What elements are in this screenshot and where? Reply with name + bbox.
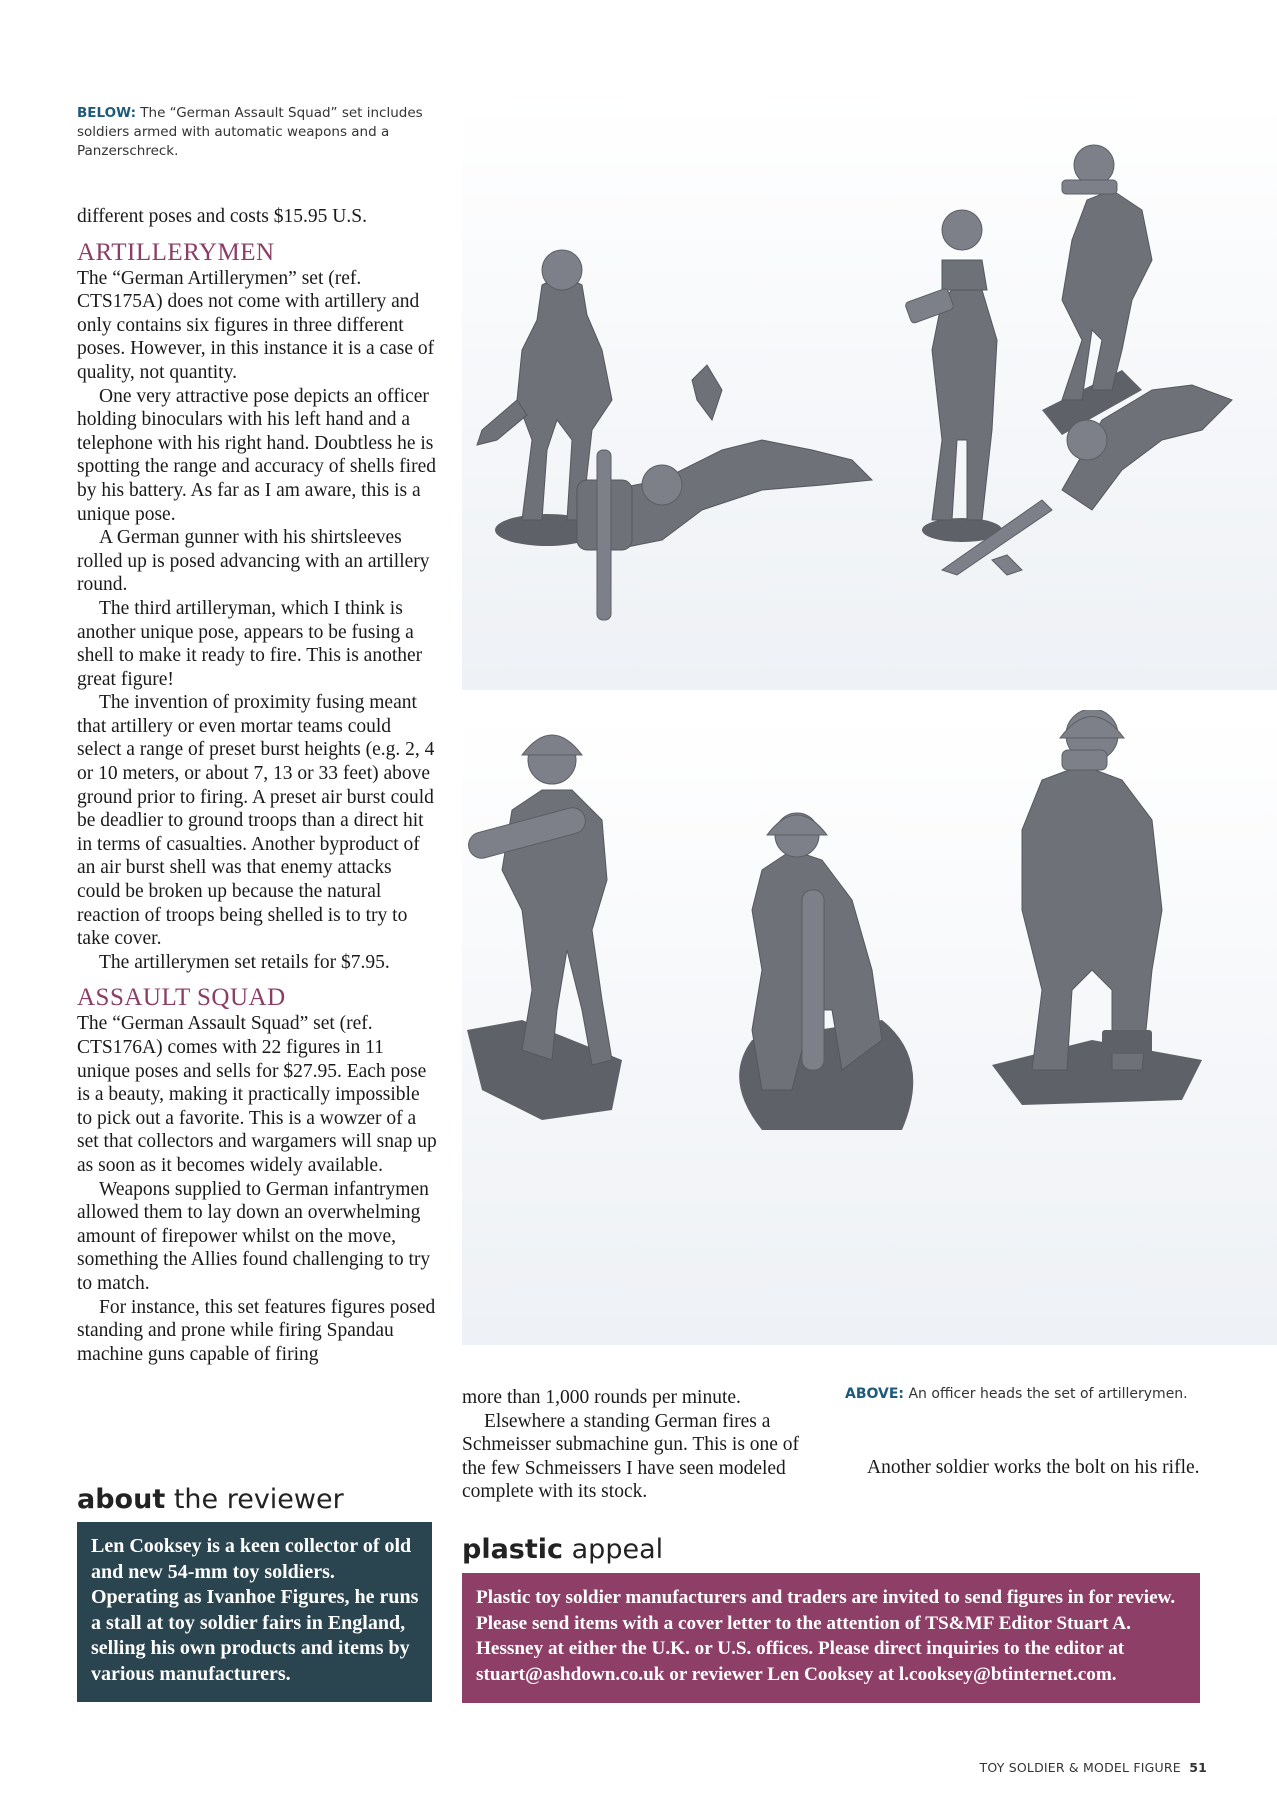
caption-label: ABOVE: xyxy=(845,1386,905,1402)
body-paragraph: The “German Assault Squad” set (ref. CTS176A) comes with 22 figures in 11 unique poses and sells for $27.95. Each pose is a beauty, making it practically impossible to pick out a favorite. This is a wowzer of a set that collectors and wargamers will snap up as soon as it becomes widely available. xyxy=(77,1013,437,1176)
magazine-name: TOY SOLDIER & MODEL FIGURE xyxy=(979,1760,1181,1775)
artilleryman-figure-officer xyxy=(992,710,1202,1105)
heading-rest: appeal xyxy=(563,1534,664,1565)
artillerymen-figures-image xyxy=(462,710,1277,1345)
artillerymen-heading: ARTILLERYMEN xyxy=(77,238,275,266)
soldier-figure-schmeisser xyxy=(1042,145,1152,435)
caption-text: The “German Assault Squad” set includes soldiers armed with automatic weapons and a Panzerschreck. xyxy=(77,105,423,159)
body-paragraph: For instance, this set features figures posed standing and prone while firing Spandau machine guns capable of firing xyxy=(77,1296,436,1365)
body-paragraph: The artillerymen set retails for $7.95. xyxy=(99,951,390,973)
body-paragraph: Elsewhere a standing German fires a Schmeisser submachine gun. This is one of the few Schmeissers I have seen modeled complete with its stock. xyxy=(462,1410,800,1503)
heading-bold: about xyxy=(77,1484,166,1515)
artilleryman-figure-fusing xyxy=(739,813,913,1130)
page-number: 51 xyxy=(1189,1760,1207,1775)
assault-squad-figures-image xyxy=(462,100,1277,690)
soldier-figure-standing-mg xyxy=(905,210,1002,542)
top-photo-caption xyxy=(77,104,427,161)
body-paragraph: One very attractive pose depicts an officer holding binoculars with his left hand and a telephone with his right hand. Doubtless he is spotting the range and accuracy of shells fired by his battery. As far as I am aware, this is a unique pose. xyxy=(77,385,436,525)
heading-rest: the reviewer xyxy=(165,1484,344,1515)
caption-text: An officer heads the set of artillerymen. xyxy=(904,1386,1188,1402)
bottom-photo-caption xyxy=(845,1385,1265,1404)
column-3 xyxy=(845,1456,1205,1480)
body-paragraph: more than 1,000 rounds per minute. xyxy=(462,1387,741,1408)
plastic-appeal-heading xyxy=(462,1534,663,1565)
artillerymen-photo xyxy=(462,710,1277,1345)
body-paragraph: The third artilleryman, which I think is another unique pose, appears to be fusing a shell to make it ready to fire. This is another great figure! xyxy=(77,597,423,690)
about-reviewer-heading xyxy=(77,1484,344,1515)
assault-squad-heading: ASSAULT SQUAD xyxy=(77,984,286,1012)
heading-bold: plastic xyxy=(462,1534,564,1565)
page-footer xyxy=(980,1760,1207,1775)
reviewer-bio: Len Cooksey is a keen collector of old and new 54-mm toy soldiers. Operating as Ivanhoe Figures, he runs a stall at toy soldier fairs in England, selling his own products and items by various manufacturers. xyxy=(91,1535,419,1685)
body-paragraph: A German gunner with his shirtsleeves rolled up is posed advancing with an artillery round. xyxy=(77,527,430,596)
assault-squad-photo xyxy=(462,100,1277,690)
body-paragraph: The invention of proximity fusing meant that artillery or even mortar teams could select a range of preset burst heights (e.g. 2, 4 or 10 meters, or about 7, 13 or 33 feet) above ground prior to firing. A preset air burst could be deadlier to ground troops than a direct hit in terms of casualties. Another byproduct of an air burst shell was that enemy attacks could be broken up because the natural reaction of troops being shelled is to try to take cover. xyxy=(77,692,435,950)
plastic-appeal-box xyxy=(462,1573,1200,1703)
column-1 xyxy=(77,205,439,1366)
body-paragraph: Another soldier works the bolt on his rifle. xyxy=(867,1457,1200,1478)
soldier-figure-prone-panzerschreck xyxy=(577,365,872,620)
body-paragraph: The “German Artillerymen” set (ref. CTS175A) does not come with artillery and only contains six figures in three different poses. However, in this instance it is a case of quality, not quantity. xyxy=(77,267,435,383)
appeal-text: Plastic toy soldier manufacturers and traders are invited to send figures in for review. Please send items with a cover letter to the attention of TS&MF Editor Stuart A. Hessney at either the U.K. or U.S. offices. Please direct inquiries to the editor at stuart@ashdown.co.uk or reviewer Len Cooksey at l.cooksey@btinternet.com. xyxy=(476,1587,1176,1685)
artilleryman-figure-shell xyxy=(466,735,622,1120)
intro-line: different poses and costs $15.95 U.S. xyxy=(77,206,367,227)
body-paragraph: Weapons supplied to German infantrymen allowed them to lay down an overwhelming amount of firepower whilst on the move, something the Allies found challenging to try to match. xyxy=(77,1178,431,1294)
caption-label: BELOW: xyxy=(77,105,136,121)
column-2 xyxy=(462,1386,827,1504)
about-reviewer-box xyxy=(77,1522,432,1702)
